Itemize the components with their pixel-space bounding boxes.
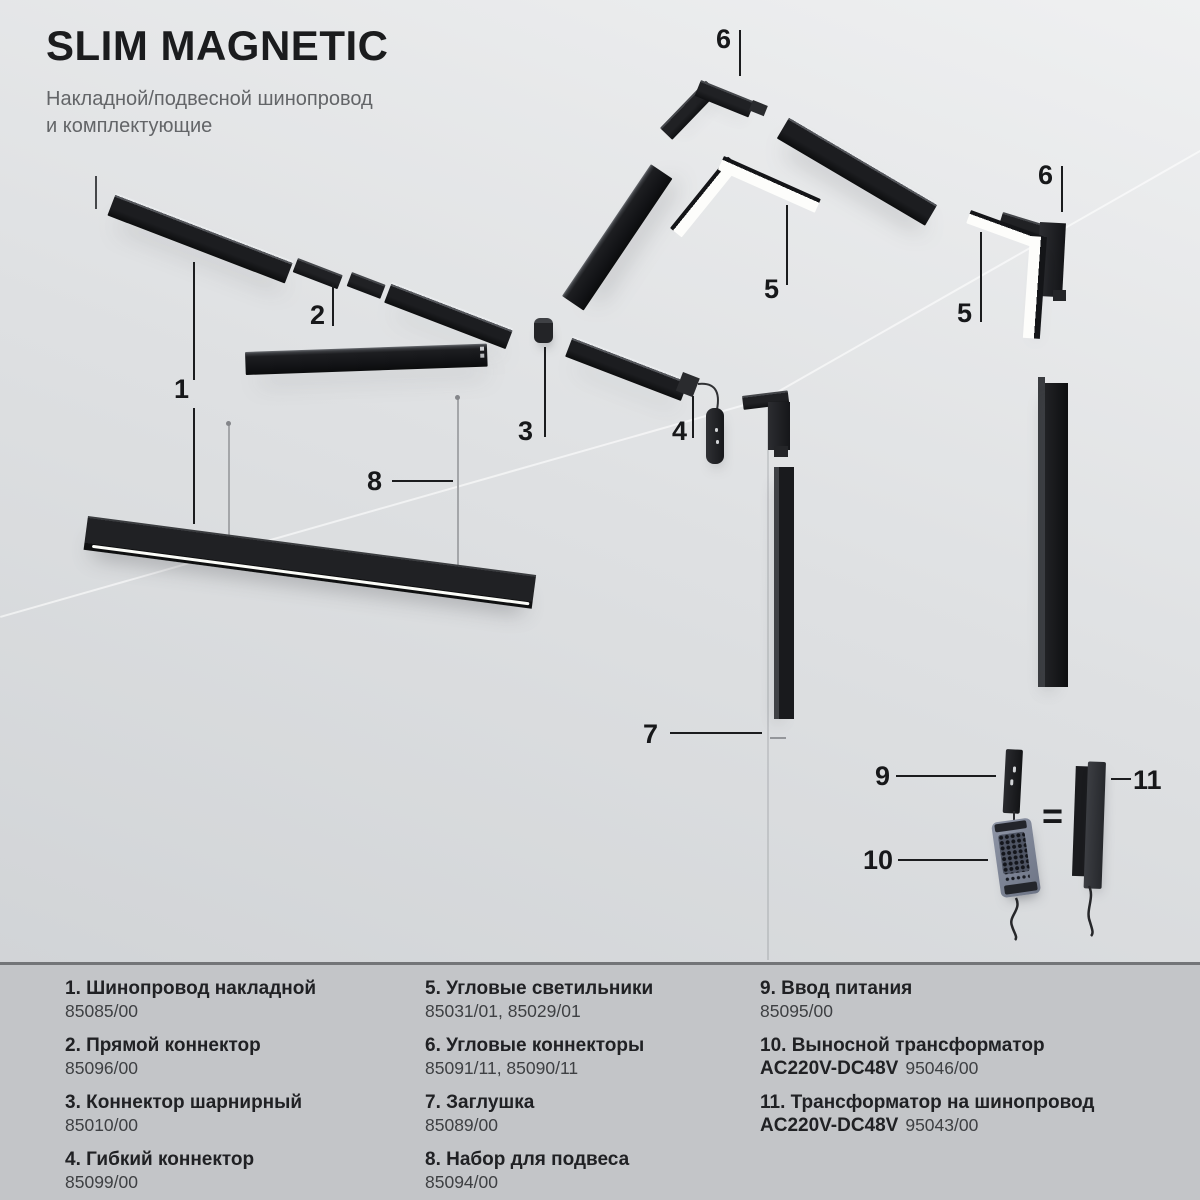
transformer-clamp xyxy=(994,820,1027,832)
corner-connector-centre-tab xyxy=(774,446,788,457)
legend-item xyxy=(760,1035,1190,1079)
legend-item-code: 85094/00 xyxy=(425,1172,498,1192)
legend-item xyxy=(425,978,745,1022)
callout-10: 10 xyxy=(863,845,894,875)
leader-line-7-dash xyxy=(770,737,786,739)
wire-anchor xyxy=(226,421,231,426)
leader-line-9 xyxy=(896,775,996,777)
transformer-clamp xyxy=(1004,881,1038,895)
callout-5-right: 5 xyxy=(957,298,973,328)
track-transformer-cable xyxy=(1080,884,1104,938)
legend-item-code: AC220V-DC48V 95043/00 xyxy=(760,1115,979,1136)
legend-item-title: 8. Набор для подвеса xyxy=(425,1149,630,1170)
legend-column-2 xyxy=(425,978,745,1200)
callout-5-top: 5 xyxy=(764,274,780,304)
legend-item-title: 7. Заглушка xyxy=(425,1092,535,1113)
legend-item-title: 2. Прямой коннектор xyxy=(65,1035,261,1056)
legend-item-title: 11. Трансформатор на шинопровод xyxy=(760,1092,1095,1113)
legend-column-1 xyxy=(65,978,410,1200)
legend-item-code: 85031/01, 85029/01 xyxy=(425,1001,581,1021)
legend-column-3 xyxy=(760,978,1190,1149)
legend xyxy=(0,962,1200,1200)
legend-item-title: 5. Угловые светильники xyxy=(425,978,654,999)
callout-2: 2 xyxy=(310,300,326,330)
leader-line-3 xyxy=(544,347,546,437)
suspension-wire xyxy=(457,398,459,576)
flex-connector-dot xyxy=(715,428,718,432)
legend-item-code: 85091/11, 85090/11 xyxy=(425,1058,579,1078)
wall-corner-line xyxy=(767,402,769,960)
wire-anchor xyxy=(455,395,460,400)
header xyxy=(46,22,388,140)
corner-connector-right-tab xyxy=(1053,290,1066,301)
callout-6-top: 6 xyxy=(716,24,732,54)
legend-item-title: 1. Шинопровод накладной xyxy=(65,978,317,999)
callout-6-right: 6 xyxy=(1038,160,1054,190)
callout-3: 3 xyxy=(518,416,534,446)
legend-item-code: 85010/00 xyxy=(65,1115,138,1135)
subtitle-line1: Накладной/подвесной шинопровод xyxy=(46,88,373,110)
wall-track-centre xyxy=(774,467,794,719)
leader-line-4 xyxy=(692,396,694,438)
track-end-tick xyxy=(95,176,97,209)
power-input xyxy=(1003,749,1023,814)
leader-line-6-right xyxy=(1061,166,1063,212)
leader-line-5-top xyxy=(786,205,788,285)
leader-line-5-right xyxy=(980,232,982,322)
leader-line-8 xyxy=(392,480,453,482)
legend-item-title: 10. Выносной трансформатор xyxy=(760,1035,1045,1056)
legend-item xyxy=(65,1149,410,1193)
flex-connector-body xyxy=(706,408,724,464)
callout-11: 11 xyxy=(1133,765,1162,795)
leader-line-2 xyxy=(332,284,334,326)
legend-item-title: 9. Ввод питания xyxy=(760,978,913,999)
leader-line-1-lower xyxy=(193,408,195,524)
leader-line-10 xyxy=(898,859,988,861)
equals-sign: = xyxy=(1042,795,1064,836)
legend-item xyxy=(760,978,1190,1022)
callout-9: 9 xyxy=(875,761,891,791)
corner-connector-centre-vertical-arm xyxy=(768,402,790,450)
track-contact-pins xyxy=(480,347,484,351)
callout-4: 4 xyxy=(672,416,688,446)
wall-track-right-body xyxy=(1045,383,1068,687)
legend-item xyxy=(65,978,410,1022)
legend-item-title: 4. Гибкий коннектор xyxy=(65,1149,255,1170)
legend-item-code: AC220V-DC48V 95046/00 xyxy=(760,1058,979,1079)
transformer-dot-row xyxy=(1005,873,1031,882)
suspension-wire xyxy=(228,424,230,542)
hinge-connector xyxy=(534,318,553,343)
legend-item xyxy=(65,1092,410,1136)
track-transformer xyxy=(1072,761,1106,889)
leader-line-6-top xyxy=(739,30,741,76)
flex-connector-dot xyxy=(716,440,719,444)
legend-item-title: 3. Коннектор шарнирный xyxy=(65,1092,303,1113)
page-subtitle xyxy=(46,86,388,140)
legend-item-code: 85085/00 xyxy=(65,1001,138,1021)
power-input-slot xyxy=(1010,779,1013,785)
callout-1: 1 xyxy=(174,374,190,404)
power-input-slot xyxy=(1013,766,1016,772)
legend-item-code: 85089/00 xyxy=(425,1115,498,1135)
page-title: SLIM MAGNETIC xyxy=(46,22,389,69)
legend-item xyxy=(425,1092,745,1136)
subtitle-line2: и комплектующие xyxy=(46,115,213,137)
transformer-grille xyxy=(998,831,1030,874)
callout-7: 7 xyxy=(643,719,659,749)
legend-item-code: 85096/00 xyxy=(65,1058,138,1078)
leader-line-11 xyxy=(1111,778,1131,780)
legend-item-code: 85095/00 xyxy=(760,1001,833,1021)
wall-track-right xyxy=(1038,377,1068,691)
legend-item-code: 85099/00 xyxy=(65,1172,138,1192)
leader-line-1-upper xyxy=(193,262,195,380)
leader-line-7 xyxy=(670,732,762,734)
callout-8: 8 xyxy=(367,466,383,496)
legend-item-title: 6. Угловые коннекторы xyxy=(425,1035,645,1056)
legend-item xyxy=(760,1092,1190,1136)
legend-item xyxy=(425,1035,745,1079)
wall-track-right-fin xyxy=(1038,377,1045,687)
transformer-cable xyxy=(1000,896,1026,942)
legend-item xyxy=(65,1035,410,1079)
legend-item xyxy=(425,1149,745,1193)
